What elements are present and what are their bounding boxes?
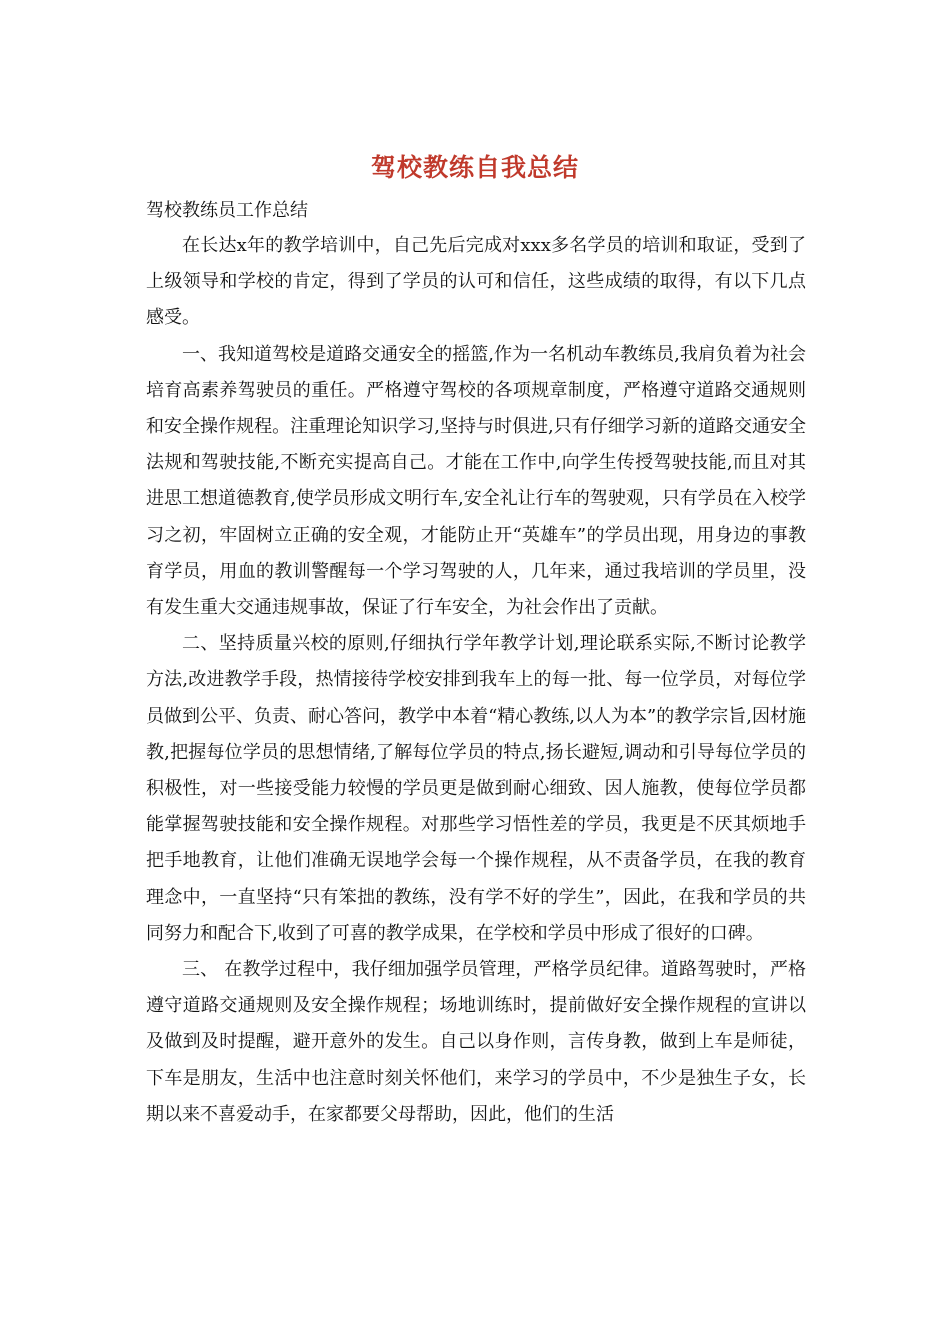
paragraph-intro: 在长达x年的教学培训中，自己先后完成对xxx多名学员的培训和取证，受到了上级领导和学校的肯定，得到了学员的认可和信任，这些成绩的取得，有以下几点感受。 [146, 235, 806, 329]
paragraph-point-2: 二、坚持质量兴校的原则,仔细执行学年教学计划,理论联系实际,不断讨论教学方法,改进教学手段，热情接待学校安排到我车上的每一批、每一位学员，对每位学员做到公平、负责、耐心答问，教学中本着“精心教练,以人为本”的教学宗旨,因材施教,把握每位学员的思想情绪,了解每位学员的特点,扬长避短,调动和引导每位学员的积极性，对一些接受能力较慢的学员更是做到耐心细致、因人施教，使每位学员都能掌握驾驶技能和安全操作规程。对那些学习悟性差的学员，我更是不厌其烦地手把手地教育，让他们准确无误地学会每一个操作规程，从不责备学员，在我的教育理念中，一直坚持“只有笨拙的教练，没有学不好的学生”，因此，在我和学员的共同努力和配合下,收到了可喜的教学成果，在学校和学员中形成了很好的口碑。 [146, 633, 806, 944]
document-body [146, 228, 806, 1133]
document-subtitle: 驾校教练员工作总结 [146, 200, 308, 221]
paragraph-point-1: 一、我知道驾校是道路交通安全的摇篮,作为一名机动车教练员,我肩负着为社会培育高素养驾驶员的重任。严格遵守驾校的各项规章制度，严格遵守道路交通规则和安全操作规程。注重理论知识学习,坚持与时俱进,只有仔细学习新的道路交通安全法规和驾驶技能,不断充实提高自己。才能在工作中,向学生传授驾驶技能,而且对其进思工想道德教育,使学员形成文明行车,安全礼让行车的驾驶观，只有学员在入校学习之初，牢固树立正确的安全观，才能防止开“英雄车”的学员出现，用身边的事教育学员，用血的教训警醒每一个学习驾驶的人，几年来，通过我培训的学员里，没有发生重大交通违规事故，保证了行车安全，为社会作出了贡献。 [146, 343, 806, 619]
document-title: 驾校教练自我总结 [370, 153, 579, 182]
paragraph-point-3: 三、 在教学过程中，我仔细加强学员管理，严格学员纪律。道路驾驶时，严格遵守道路交通规则及安全操作规程；场地训练时，提前做好安全操作规程的宣讲以及做到及时提醒，避开意外的发生。自己以身作则，言传身教，做到上车是师徒，下车是朋友，生活中也注意时刻关怀他们，来学习的学员中，不少是独生子女，长期以来不喜爱动手，在家都要父母帮助，因此，他们的生活 [146, 959, 806, 1125]
